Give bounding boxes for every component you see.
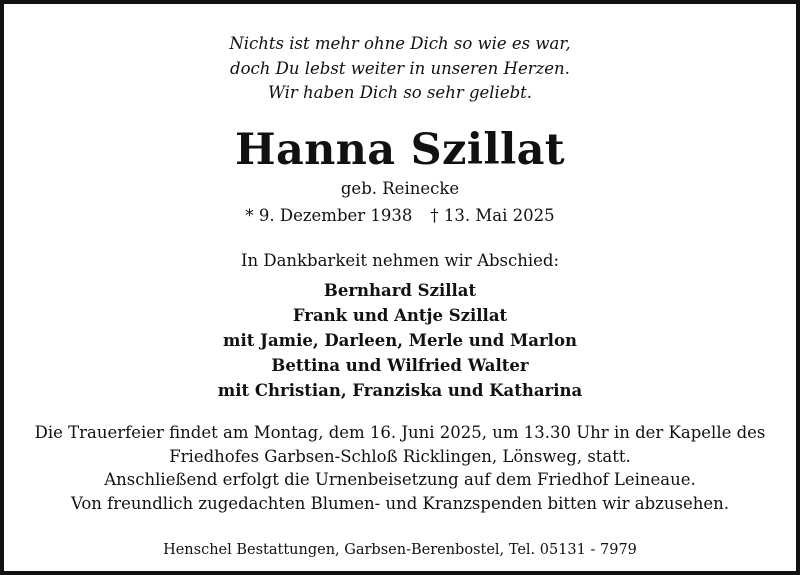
mourners-list [4, 278, 796, 403]
notice-line: Von freundlich zugedachten Blumen- und Kranzspenden bitten wir abzusehen. [70, 493, 730, 513]
farewell-intro: In Dankbarkeit nehmen wir Abschied: [240, 251, 560, 270]
mourner-line: Bernhard Szillat [323, 281, 477, 300]
mourner-line: mit Christian, Franziska und Katharina [217, 381, 583, 400]
deceased-name: Hanna Szillat [235, 125, 565, 175]
funeral-notice [4, 421, 796, 515]
poem-line: doch Du lebst weiter in unseren Herzen. [230, 58, 570, 78]
notice-line: Die Trauerfeier findet am Montag, dem 16. Juni 2025, um 13.30 Uhr in der Kapelle des [34, 423, 766, 442]
funeral-home-footer: Henschel Bestattungen, Garbsen-Berenbostel, Tel. 05131 - 7979 [163, 542, 637, 558]
mourner-line: Bettina und Wilfried Walter [271, 356, 529, 375]
poem-line: Nichts ist mehr ohne Dich so wie es war, [229, 34, 571, 53]
notice-line: Anschließend erfolgt die Urnenbeisetzung auf dem Friedhof Leineaue. [104, 470, 696, 489]
death-date: † 13. Mai 2025 [430, 206, 555, 225]
life-dates [4, 204, 796, 228]
poem-line: Wir haben Dich so sehr geliebt. [267, 83, 533, 102]
mourner-line: Frank und Antje Szillat [292, 306, 508, 325]
mourner-line: mit Jamie, Darleen, Merle und Marlon [223, 331, 577, 350]
notice-line: Friedhofes Garbsen-Schloß Ricklingen, Lönsweg, statt. [169, 446, 631, 466]
maiden-name: geb. Reinecke [340, 179, 460, 198]
memorial-poem [4, 32, 796, 106]
birth-date: * 9. Dezember 1938 [245, 206, 413, 225]
